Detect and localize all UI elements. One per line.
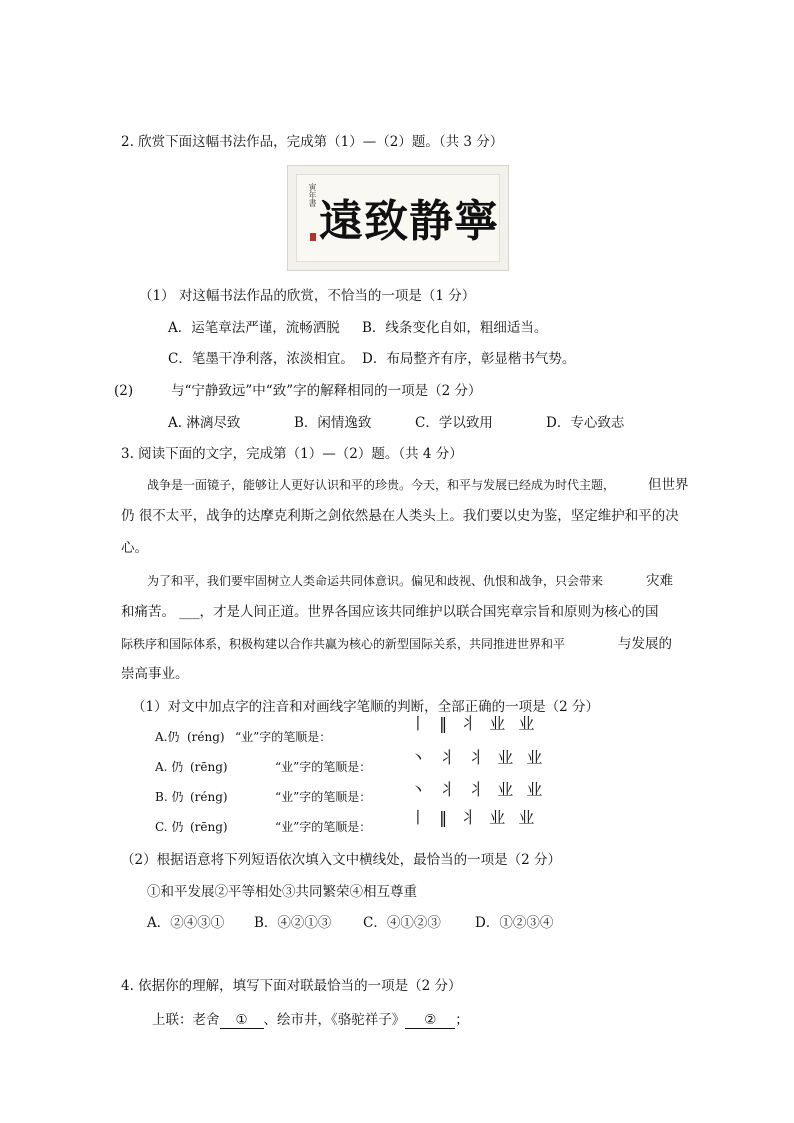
q4-couplet-middle: 、绘市井，《骆驼祥子》 <box>263 1012 406 1028</box>
q3-sub1-option-a2-label: “业”字的笔顺是： <box>275 760 372 774</box>
q3-passage-line-4a: 为了和平，我们要牢固树立人类命运共同体意识。偏见和歧视、仇恨和战争，只会带来 <box>147 574 604 588</box>
q3-passage-line-6a: 际秩序和国际体系，积极构建以合作共赢为核心的新型国际关系，共同推进世界和平 <box>121 637 566 651</box>
q2-title: 2. 欣赏下面这幅书法作品，完成第（1）—（2）题。（共 3 分） <box>121 134 504 150</box>
q3-sub1-option-b-label: “业”字的笔顺是： <box>275 790 372 804</box>
q2-sub2-option-c: C．学以致用 <box>415 415 493 431</box>
q4-couplet-line <box>152 1012 469 1029</box>
q3-sub1-stem: （1）对文中加点字的注音和对画线字笔顺的判断，全部正确的一项是（2 分） <box>132 699 599 715</box>
q4-blank-1: ① <box>220 1012 264 1029</box>
q3-sub1-option-a1-pinyin: (réng) <box>187 730 225 744</box>
q3-sub1-option-c-pinyin: (rēng) <box>190 820 228 834</box>
q2-sub1-option-b: B．线条变化自如，粗细适当。 <box>362 320 548 336</box>
q3-sub1-option-c-label: “业”字的笔顺是： <box>275 820 372 834</box>
q3-passage-line-4b: 灾难 <box>646 573 673 589</box>
q3-sub1-option-b-strokes: 丶 丬 丬 业 业 <box>410 780 547 799</box>
q4-couplet-end: ； <box>455 1012 469 1028</box>
q4-blank-2: ② <box>405 1012 455 1029</box>
q3-sub2-option-c: C．④①②③ <box>363 915 441 931</box>
q3-sub1-option-c-letter: C. 仍 <box>155 820 184 834</box>
q3-passage-line-1b: 但世界 <box>648 477 689 493</box>
q3-sub1-option-a1-letter: A.仍 <box>155 730 180 744</box>
q2-sub2-option-b: B．闲情逸致 <box>294 415 372 431</box>
q2-sub1-option-d: D．布局整齐有序，彰显楷书气势。 <box>362 351 576 367</box>
q3-passage-line-1a: 战争是一面镜子，能够让人更好认识和平的珍贵。今天，和平与发展已经成为时代主题， <box>147 478 616 492</box>
calligraphy-inscription: 寅年書 <box>308 183 317 207</box>
q2-sub1-option-c: C．笔墨干净利落，浓淡相宜。 <box>168 351 354 367</box>
q2-sub1-stem: （1） 对这幅书法作品的欣赏，不恰当的一项是（1 分） <box>139 288 476 304</box>
calligraphy-char-1: 寧 <box>454 196 500 247</box>
q3-sub1-option-a2-strokes: 丶 丬 丬 业 业 <box>410 748 547 767</box>
q3-sub1-option-a1-strokes: 丨 ‖ 丬 业 业 <box>410 714 539 733</box>
q3-sub1-option-b-letter: B. 仍 <box>155 790 184 804</box>
q2-sub2-option-d: D．专心致志 <box>546 415 625 431</box>
q3-passage-line-2: 仍 很不太平，战争的达摩克利斯之剑依然悬在人类头上。我们要以史为鉴，坚定维护和平的决 <box>121 508 679 524</box>
q2-sub1-option-a: A．运笔章法严谨，流畅洒脱 <box>168 320 340 336</box>
q3-sub2-option-a: A．②④③① <box>147 915 225 931</box>
q3-passage-line-6b: 与发展的 <box>618 636 672 652</box>
q3-sub1-option-a1-label: “业”字的笔顺是： <box>235 730 332 744</box>
q3-sub2-phrases: ①和平发展②平等相处③共同繁荣④相互尊重 <box>147 884 417 900</box>
q3-sub1-option-a2-letter: A. 仍 <box>155 760 184 774</box>
calligraphy-char-2: 静 <box>409 196 455 247</box>
q3-passage-line-3: 心。 <box>121 540 148 556</box>
q2-sub2-stem: 与“宁静致远”中“致”字的解释相同的一项是（2 分） <box>171 383 482 399</box>
q3-sub1-option-b-pinyin: (réng) <box>190 790 228 804</box>
q4-couplet-prefix: 上联：老舍 <box>152 1012 220 1028</box>
calligraphy-paper <box>296 174 500 262</box>
q2-sub2-option-a: A. 淋漓尽致 <box>168 415 241 431</box>
calligraphy-char-4: 遠 <box>319 196 365 247</box>
q3-sub2-option-d: D．①②③④ <box>475 915 554 931</box>
q3-sub2-option-b: B．④②①③ <box>254 915 332 931</box>
q3-title: 3. 阅读下面的文字，完成第（1）—（2）题。（共 4 分） <box>121 446 463 462</box>
q4-title: 4. 依据你的理解，填写下面对联最恰当的一项是（2 分） <box>121 978 462 994</box>
seal-stamp <box>310 233 316 241</box>
q3-passage-line-7: 崇高事业。 <box>121 666 189 682</box>
q3-sub2-stem: （2）根据语意将下列短语依次填入文中横线处，最恰当的一项是（2 分） <box>121 852 561 868</box>
q3-sub1-option-c-strokes: 丨 ‖ 丬 业 业 <box>410 808 539 827</box>
calligraphy-char-3: 致 <box>364 196 410 247</box>
q3-passage-line-5: 和痛苦。 ___，才是人间正道。世界各国应该共同维护以联合国宪章宗旨和原则为核心的国 <box>121 604 659 620</box>
q3-sub1-option-a2-pinyin: (rēng) <box>190 760 228 774</box>
calligraphy-artwork <box>287 165 509 271</box>
q2-sub2-number: (2) <box>114 383 134 399</box>
